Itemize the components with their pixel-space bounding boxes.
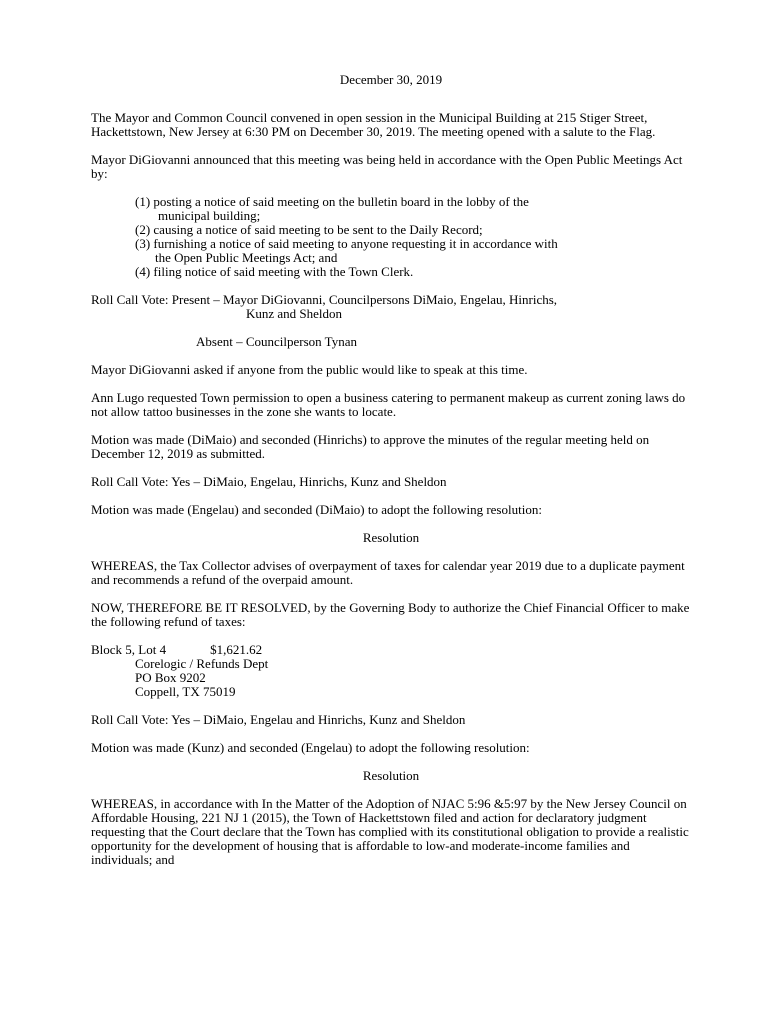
now-therefore-paragraph: NOW, THEREFORE BE IT RESOLVED, by the Governing Body to authorize the Chief Financial Officer to make the following refund of taxes:: [91, 600, 690, 629]
resolution-motion-paragraph: Motion was made (Engelau) and seconded (DiMaio) to adopt the following resolution:: [91, 502, 542, 517]
resolution-heading: Resolution: [362, 768, 420, 783]
opening-paragraph: The Mayor and Common Council convened in open session in the Municipal Building at 215 Stiger Street, Hackettstown, New Jersey at 6:30 PM on December 30, 2019. The meeting opened with a salute to the Flag.: [91, 110, 656, 139]
public-comment-paragraph: Mayor DiGiovanni asked if anyone from the public would like to speak at this time.: [91, 362, 528, 377]
notice-item-text: (4) filing notice of said meeting with the Town Clerk.: [135, 264, 414, 279]
refund-address-line: Coppell, TX 75019: [135, 684, 236, 699]
refund-address-line: PO Box 9202: [135, 670, 206, 685]
notice-item: [135, 265, 691, 279]
roll-call-present-continuation: Kunz and Sheldon: [246, 306, 343, 321]
meeting-date: December 30, 2019: [339, 72, 443, 87]
roll-call-vote-minutes: Roll Call Vote: Yes – DiMaio, Engelau, Hinrichs, Kunz and Sheldon: [91, 474, 447, 489]
refund-amount: $1,621.62: [210, 642, 263, 657]
whereas-tax-paragraph: WHEREAS, the Tax Collector advises of overpayment of taxes for calendar year 2019 due to a duplicate payment and recommends a refund of the overpaid amount.: [91, 558, 685, 587]
refund-block-lot: Block 5, Lot 4: [91, 642, 167, 657]
minutes-motion-paragraph: Motion was made (DiMaio) and seconded (Hinrichs) to approve the minutes of the regular meeting held on December 12, 2019 as submitted.: [91, 432, 650, 461]
roll-call-present: [91, 293, 691, 321]
whereas-housing-paragraph: WHEREAS, in accordance with In the Matter of the Adoption of NJAC 5:96 &5:97 by the New Jersey Council on Affordable Housing, 221 NJ 1 (2015), the Town of Hackettstown filed and action for declaratory judgment requesting that the Court declare that the Town has complied with its constitutional obligation to provide a realistic opportunity for the development of housing that is affordable to low-and moderate-income families and individuals; and: [91, 796, 689, 867]
roll-call-present-line: Roll Call Vote: Present – Mayor DiGiovanni, Councilpersons DiMaio, Engelau, Hinrichs,: [91, 292, 558, 307]
lugo-paragraph: Ann Lugo requested Town permission to open a business catering to permanent makeup as current zoning laws do not allow tattoo businesses in the zone she wants to locate.: [91, 390, 686, 419]
notice-list: [91, 195, 691, 279]
affordable-housing-motion-paragraph: Motion was made (Kunz) and seconded (Engelau) to adopt the following resolution:: [91, 740, 530, 755]
refund-address-line: Corelogic / Refunds Dept: [135, 656, 269, 671]
roll-call-absent: Absent – Councilperson Tynan: [196, 334, 357, 349]
notice-item-text: (3) furnishing a notice of said meeting to anyone requesting it in accordance with: [135, 236, 558, 251]
refund-details: [91, 643, 691, 699]
notice-item-continuation: municipal building;: [158, 208, 261, 223]
roll-call-vote-refund: Roll Call Vote: Yes – DiMaio, Engelau and Hinrichs, Kunz and Sheldon: [91, 712, 466, 727]
notice-item-text: (2) causing a notice of said meeting to be sent to the Daily Record;: [135, 222, 483, 237]
open-meetings-paragraph: Mayor DiGiovanni announced that this meeting was being held in accordance with the Open Public Meetings Act by:: [91, 152, 683, 181]
refund-block-line: [91, 643, 691, 657]
notice-item-continuation: the Open Public Meetings Act; and: [155, 250, 338, 265]
notice-item: [135, 237, 691, 265]
resolution-heading: Resolution: [362, 530, 420, 545]
notice-item: [135, 195, 691, 223]
notice-item: [135, 223, 691, 237]
notice-item-text: (1) posting a notice of said meeting on the bulletin board in the lobby of the: [135, 194, 529, 209]
minutes-body: [91, 73, 691, 881]
